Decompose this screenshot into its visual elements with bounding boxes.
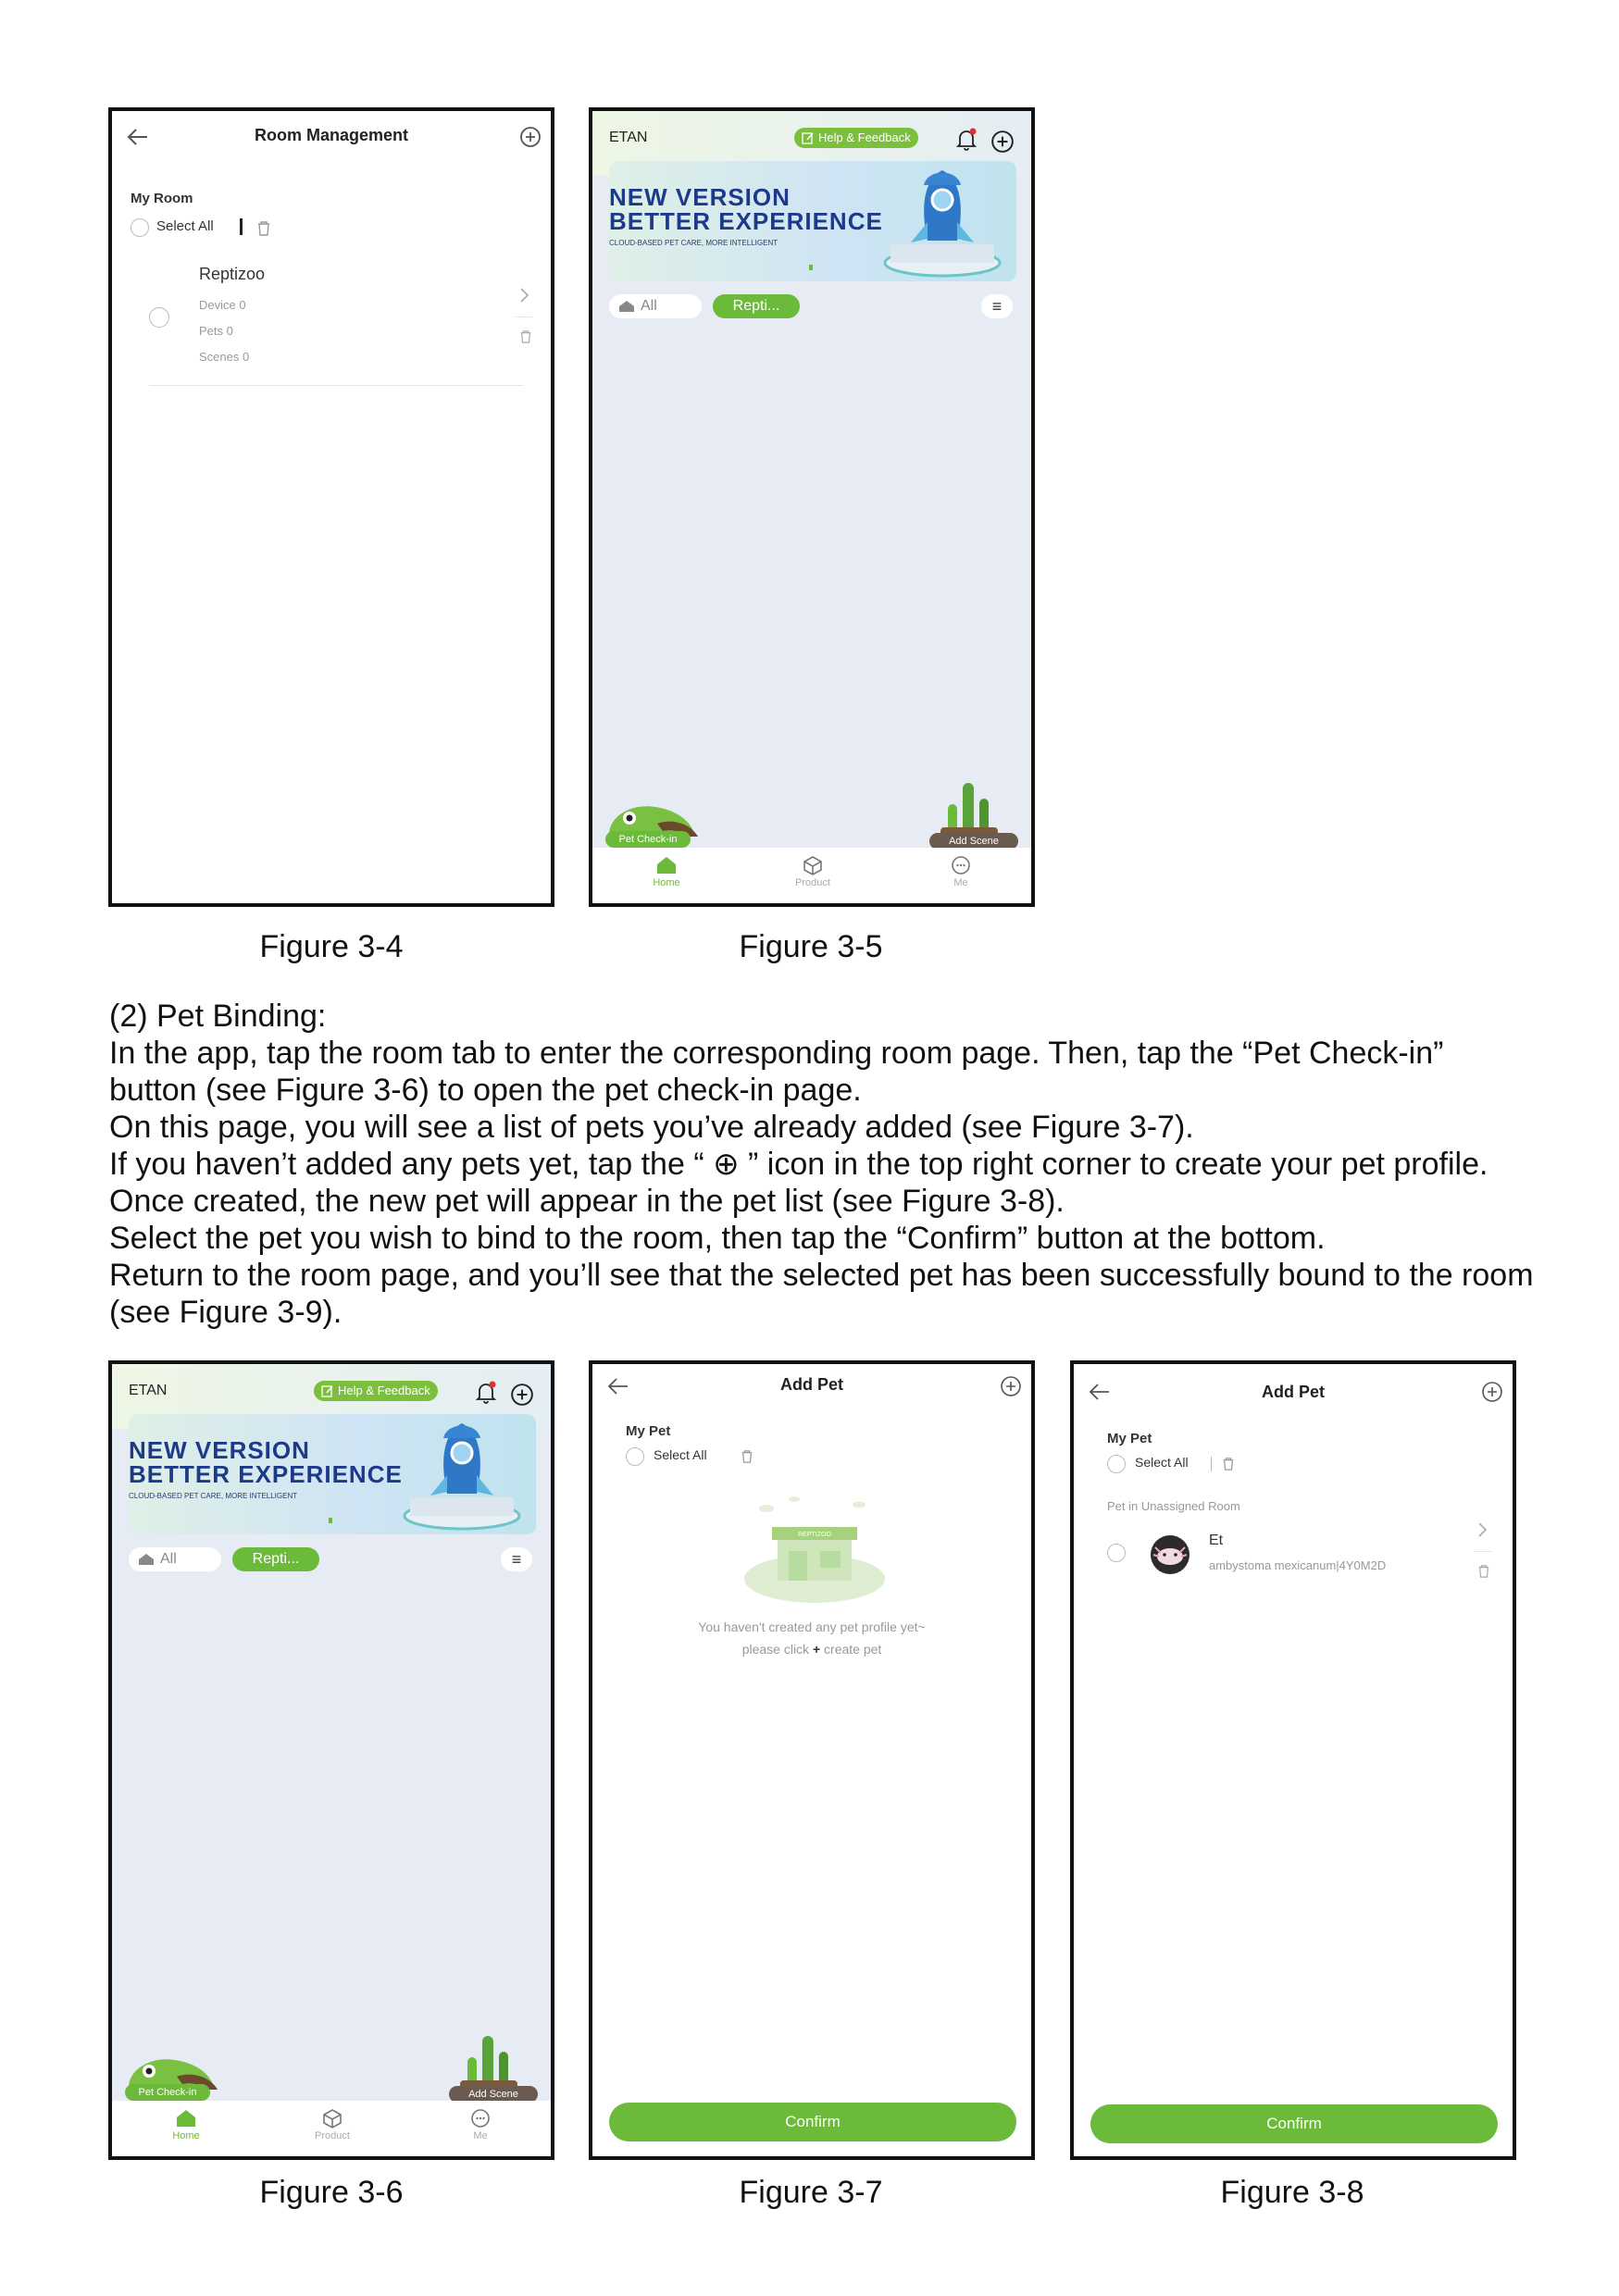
figure-3-6-phone bbox=[108, 1360, 554, 2160]
add-scene-button[interactable]: Add Scene bbox=[449, 2086, 538, 2103]
instruction-line: Select the pet you wish to bind to the room, then tap the “Confirm” button at the bottom. bbox=[109, 1221, 1326, 1256]
banner-dot bbox=[329, 1518, 332, 1523]
page-title: Add Pet bbox=[779, 1375, 843, 1394]
help-feedback-button[interactable] bbox=[314, 1381, 438, 1401]
filter-chip-all[interactable] bbox=[609, 294, 702, 318]
caption-figure-3-4: Figure 3-4 bbox=[259, 929, 404, 964]
empty-shop-illustration-icon bbox=[741, 1494, 889, 1605]
add-circle-icon[interactable] bbox=[1000, 1375, 1022, 1397]
banner-line-2: BETTER EXPERIENCE bbox=[609, 207, 883, 235]
empty-message-line-1: You haven't created any pet profile yet~ bbox=[698, 1620, 926, 1634]
row-divider bbox=[516, 316, 532, 317]
tab-product[interactable] bbox=[776, 855, 850, 888]
add-circle-icon[interactable] bbox=[510, 1383, 534, 1407]
instruction-line: (see Figure 3-9). bbox=[109, 1295, 342, 1330]
create-pet-plus-icon[interactable]: + bbox=[812, 1642, 821, 1657]
tab-me-label: Me bbox=[953, 877, 968, 888]
caption-figure-3-6: Figure 3-6 bbox=[259, 2175, 404, 2210]
home-tab-icon bbox=[175, 2108, 197, 2128]
empty-message-line-2 bbox=[592, 1642, 1031, 1657]
select-all-checkbox[interactable] bbox=[626, 1447, 644, 1466]
add-circle-icon[interactable] bbox=[519, 126, 542, 148]
room-scenes-count: Scenes 0 bbox=[199, 350, 250, 364]
pet-name: Et bbox=[1209, 1533, 1224, 1548]
room-device-count: Device 0 bbox=[199, 298, 246, 312]
cactus-icon bbox=[935, 776, 1003, 837]
instruction-line: button (see Figure 3-6) to open the pet check-in page. bbox=[109, 1073, 862, 1108]
instruction-line: If you haven’t added any pets yet, tap the “ ⊕ ” icon in the top right corner to create your pet profile. bbox=[109, 1147, 1488, 1182]
filter-chip-room[interactable]: Repti... bbox=[232, 1547, 319, 1571]
rocket-illustration-icon bbox=[868, 161, 1016, 281]
me-icon bbox=[950, 855, 972, 875]
pet-binding-instructions bbox=[109, 998, 1535, 1331]
pet-avatar bbox=[1148, 1534, 1192, 1575]
trash-icon[interactable] bbox=[1222, 1457, 1235, 1471]
trash-icon[interactable] bbox=[741, 1449, 753, 1464]
banner-line-1: NEW VERSION bbox=[609, 183, 791, 211]
tab-me-label: Me bbox=[473, 2130, 488, 2141]
room-trash-icon[interactable] bbox=[519, 329, 532, 344]
rocket-illustration-icon bbox=[388, 1414, 536, 1534]
help-feedback-label: Help & Feedback bbox=[818, 130, 911, 144]
filter-chip-all-label: All bbox=[160, 1551, 177, 1567]
banner-line-2: BETTER EXPERIENCE bbox=[129, 1460, 403, 1488]
section-title: My Pet bbox=[1107, 1431, 1152, 1446]
section-title: My Room bbox=[131, 191, 193, 206]
instruction-line: In the app, tap the room tab to enter the corresponding room page. Then, tap the “Pet Check-in” bbox=[109, 1036, 1444, 1071]
row-divider bbox=[1474, 1551, 1492, 1552]
page-title: Room Management bbox=[254, 126, 409, 144]
figure-3-8-phone bbox=[1070, 1360, 1516, 2160]
empty-message-part-a: please click bbox=[741, 1642, 810, 1657]
room-name: Reptizoo bbox=[199, 265, 266, 283]
page-title: Add Pet bbox=[1261, 1383, 1325, 1401]
home-icon bbox=[138, 1553, 155, 1566]
add-circle-icon[interactable] bbox=[1481, 1381, 1503, 1403]
tab-home-label: Home bbox=[653, 877, 680, 888]
pet-checkbox[interactable] bbox=[1107, 1544, 1126, 1562]
select-all-checkbox[interactable] bbox=[131, 218, 149, 237]
promo-banner[interactable] bbox=[129, 1414, 536, 1534]
tab-product-label: Product bbox=[795, 877, 830, 888]
filter-chip-room[interactable]: Repti... bbox=[713, 294, 800, 318]
help-feedback-button[interactable] bbox=[794, 128, 918, 148]
edit-icon bbox=[321, 1384, 334, 1397]
caption-figure-3-7: Figure 3-7 bbox=[739, 2175, 883, 2210]
figure-3-4-phone bbox=[108, 107, 554, 907]
select-all-checkbox[interactable] bbox=[1107, 1455, 1126, 1473]
separator-bar bbox=[240, 218, 243, 235]
filter-chip-all-label: All bbox=[641, 298, 657, 314]
pet-trash-icon[interactable] bbox=[1477, 1564, 1490, 1579]
tab-home[interactable] bbox=[149, 2108, 223, 2141]
select-all-label: Select All bbox=[156, 218, 214, 234]
tab-home-label: Home bbox=[172, 2130, 200, 2141]
tab-me[interactable] bbox=[443, 2108, 517, 2141]
promo-banner[interactable] bbox=[609, 161, 1016, 281]
caption-figure-3-8: Figure 3-8 bbox=[1220, 2175, 1364, 2210]
home-icon bbox=[618, 300, 635, 313]
room-pets-count: Pets 0 bbox=[199, 324, 233, 338]
select-all-label: Select All bbox=[1135, 1455, 1189, 1470]
section-title: My Pet bbox=[626, 1423, 671, 1439]
me-icon bbox=[469, 2108, 492, 2128]
home-tab-icon bbox=[655, 855, 678, 875]
select-all-label: Select All bbox=[654, 1447, 707, 1462]
banner-subtitle: CLOUD-BASED PET CARE, MORE INTELLIGENT bbox=[609, 239, 778, 247]
pet-species: ambystoma mexicanum|4Y0M2D bbox=[1209, 1558, 1387, 1572]
tab-me[interactable] bbox=[924, 855, 998, 888]
chevron-right-icon[interactable] bbox=[519, 287, 530, 304]
pet-checkin-button[interactable]: Pet Check-in bbox=[125, 2084, 210, 2101]
bell-icon[interactable] bbox=[475, 1381, 497, 1405]
filter-chip-all[interactable] bbox=[129, 1547, 221, 1571]
cube-icon bbox=[321, 2108, 343, 2128]
instruction-line: On this page, you will see a list of pets you’ve already added (see Figure 3-7). bbox=[109, 1110, 1194, 1145]
confirm-button[interactable]: Confirm bbox=[1090, 2104, 1498, 2143]
help-feedback-label: Help & Feedback bbox=[338, 1384, 430, 1397]
list-divider bbox=[149, 385, 523, 386]
chevron-right-icon[interactable] bbox=[1477, 1521, 1488, 1538]
bottom-tab-bar bbox=[592, 848, 1031, 903]
tab-product-label: Product bbox=[315, 2130, 350, 2141]
brand-name: ETAN bbox=[129, 1383, 168, 1398]
bell-icon[interactable] bbox=[955, 128, 978, 152]
banner-dot bbox=[809, 265, 813, 270]
trash-icon[interactable] bbox=[256, 220, 271, 237]
instruction-line: Once created, the new pet will appear in the pet list (see Figure 3-8). bbox=[109, 1184, 1065, 1219]
instruction-line: Return to the room page, and you’ll see that the selected pet has been successfully bound to the room bbox=[109, 1258, 1534, 1293]
room-checkbox[interactable] bbox=[149, 307, 169, 328]
instructions-heading: (2) Pet Binding: bbox=[109, 999, 327, 1034]
add-scene-button[interactable]: Add Scene bbox=[929, 833, 1018, 850]
menu-icon[interactable]: ≡ bbox=[501, 1547, 532, 1571]
brand-name: ETAN bbox=[609, 130, 648, 145]
cactus-icon bbox=[455, 2029, 523, 2090]
add-circle-icon[interactable] bbox=[990, 130, 1015, 154]
caption-figure-3-5: Figure 3-5 bbox=[739, 929, 883, 964]
cube-icon bbox=[802, 855, 824, 875]
banner-line-1: NEW VERSION bbox=[129, 1436, 310, 1464]
menu-icon[interactable]: ≡ bbox=[981, 294, 1013, 318]
figure-3-7-phone bbox=[589, 1360, 1035, 2160]
tab-home[interactable] bbox=[629, 855, 704, 888]
pet-checkin-button[interactable]: Pet Check-in bbox=[605, 831, 691, 848]
tab-product[interactable] bbox=[295, 2108, 369, 2141]
bottom-tab-bar bbox=[112, 2101, 551, 2156]
group-title: Pet in Unassigned Room bbox=[1107, 1499, 1240, 1513]
shop-sign-text: REPTIZOO bbox=[798, 1532, 831, 1538]
separator-bar bbox=[1211, 1457, 1212, 1471]
edit-icon bbox=[802, 131, 815, 144]
empty-message-part-b: create pet bbox=[824, 1642, 882, 1657]
figure-3-5-phone bbox=[589, 107, 1035, 907]
confirm-button[interactable]: Confirm bbox=[609, 2103, 1016, 2141]
banner-subtitle: CLOUD-BASED PET CARE, MORE INTELLIGENT bbox=[129, 1492, 298, 1500]
